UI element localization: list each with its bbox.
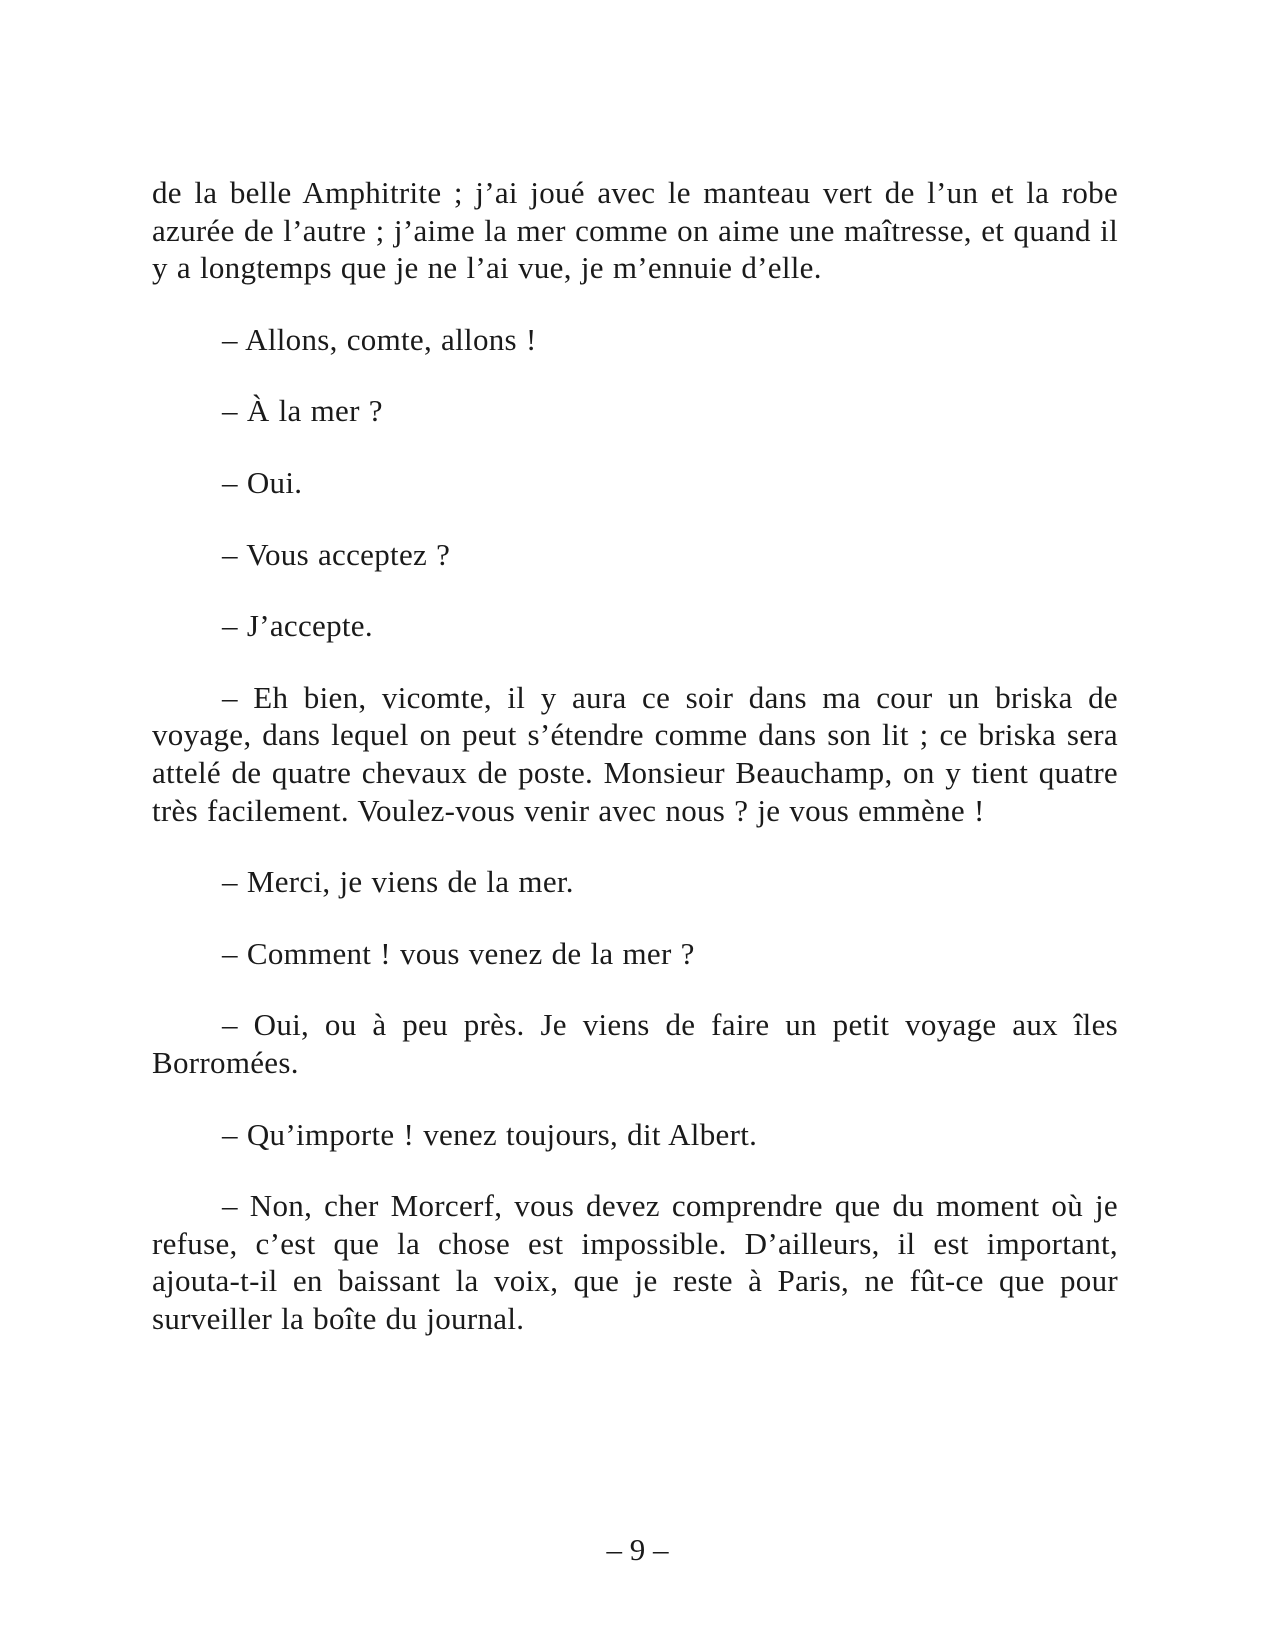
- dialogue-line: – Comment ! vous venez de la mer ?: [222, 935, 695, 971]
- page-body: [152, 174, 1118, 1371]
- dialogue-line: – À la mer ?: [222, 393, 383, 429]
- dialogue-paragraph: – Non, cher Morcerf, vous devez comprendre que du moment où je refuse, c’est que la chose est impossible. D’ailleurs, il est important, ajouta-t-il en baissant la voix, que je reste à Paris, ne fût-ce que pour surveiller la boîte du journal.: [152, 1188, 1118, 1336]
- dialogue-line: – Qu’importe ! venez toujours, dit Albert.: [222, 1116, 758, 1152]
- dialogue-line: – Oui.: [222, 464, 303, 500]
- dialogue-line: – Vous acceptez ?: [222, 536, 451, 572]
- dialogue-paragraph: – Oui, ou à peu près. Je viens de faire un petit voyage aux îles Borromées.: [152, 1007, 1118, 1080]
- dialogue-line: – J’accepte.: [222, 608, 373, 644]
- paragraph-continuation: de la belle Amphitrite ; j’ai joué avec le manteau vert de l’un et la robe azurée de l’autre ; j’aime la mer comme on aime une maîtresse, et quand il y a longtemps que je ne l’ai vue, je m’ennuie d’elle.: [152, 175, 1118, 286]
- page-number: – 9 –: [606, 1532, 669, 1567]
- dialogue-paragraph: – Eh bien, vicomte, il y aura ce soir dans ma cour un briska de voyage, dans lequel on peut s’étendre comme dans son lit ; ce briska sera attelé de quatre chevaux de poste. Monsieur Beauchamp, on y tient quatre très facilement. Voulez-vous venir avec nous ? je vous emmène !: [152, 679, 1118, 828]
- dialogue-line: – Allons, comte, allons !: [222, 321, 537, 357]
- dialogue-line: – Merci, je viens de la mer.: [222, 864, 574, 900]
